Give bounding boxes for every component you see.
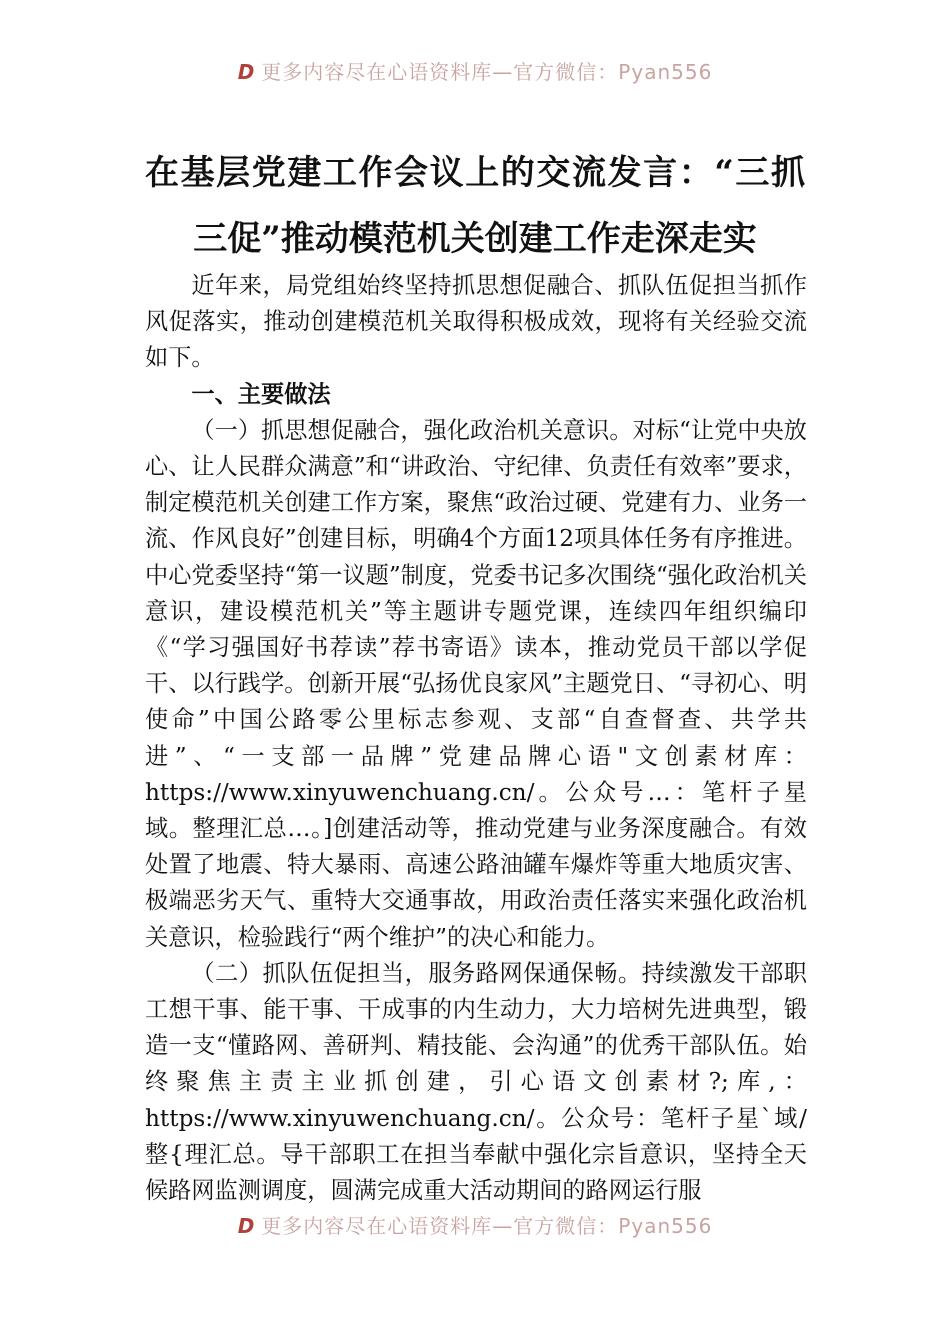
section-heading: 一、主要做法 [191,380,331,408]
watermark-text: 更多内容尽在心语资料库—官方微信：Pyan556 [261,1214,713,1238]
body-paragraph: （二）抓队伍促担当，服务路网保通保畅。持续激发干部职工想干事、能干事、干成事的内生动力，大力培树先进典型，锻造一支“懂路网、善研判、精技能、会沟通”的优秀干部队伍。始终聚焦主责主业抓创建，引心语文创素材?;库,：https://www.xinyuwenchuang.cn/。公众号：笔杆子星`域/整{理汇总。导干部职工在担当奉献中强化宗旨意识，坚持全天候路网监测调度，圆满完成重大活动期间的路网运行服 [145,959,807,1205]
intro-paragraph: 近年来，局党组始终坚持抓思想促融合、抓队伍促担当抓作风促落实，推动创建模范机关取得积极成效，现将有关经验交流如下。 [145,272,807,372]
watermark-logo-icon: D [237,60,256,84]
document-body [145,268,807,1209]
watermark-text: 更多内容尽在心语资料库—官方微信：Pyan556 [261,60,713,84]
watermark-footer [0,1210,950,1239]
document-title: 在基层党建工作会议上的交流发言：“三抓三促”推动模范机关创建工作走深走实 [145,153,805,259]
watermark-header [0,56,950,85]
watermark-logo-icon: D [237,1214,256,1238]
body-paragraph: （一）抓思想促融合，强化政治机关意识。对标“让党中央放心、让人民群众满意”和“讲政治、守纪律、负责任有效率”要求，制定模范机关创建工作方案，聚焦“政治过硬、党建有力、业务一流、作风良好”创建目标，明确4个方面12项具体任务有序推进。中心党委坚持“第一议题”制度，党委书记多次围绕“强化政治机关意识，建设模范机关”等主题讲专题党课，连续四年组织编印《“学习强国好书荐读”荐书寄语》读本，推动党员干部以学促干、以行践学。创新开展“弘扬优良家风”主题党日、“寻初心、明使命”中国公路零公里标志参观、支部“自查督查、共学共进”、“一支部一品牌”党建品牌心语"文创素材库：https://www.xinyuwenchuang.cn/。公众号…：笔杆子星域。整理汇总…。]创建活动等，推动党建与业务深度融合。有效处置了地震、特大暴雨、高速公路油罐车爆炸等重大地质灾害、极端恶劣天气、重特大交通事故，用政治责任落实来强化政治机关意识，检验践行“两个维护”的决心和能力。 [145,416,807,951]
